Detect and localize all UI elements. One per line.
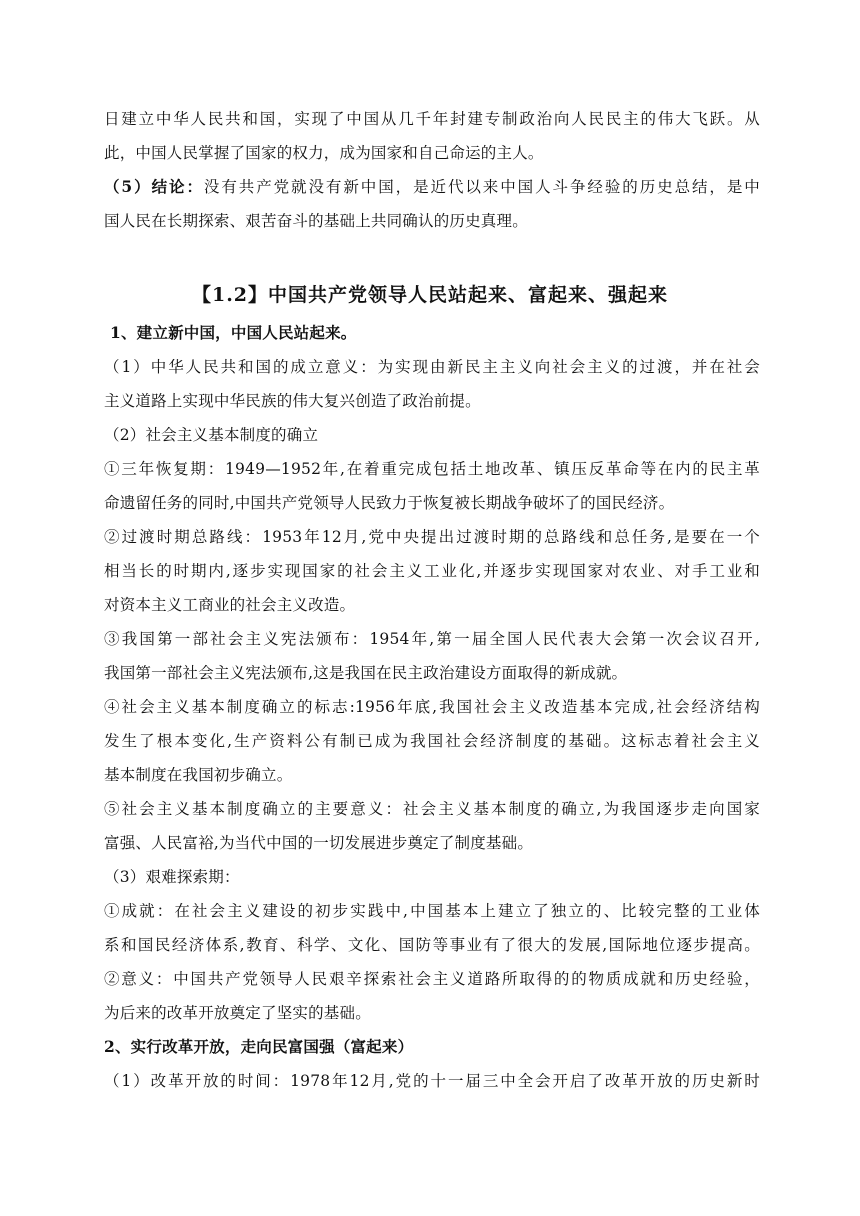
intro-line-2: 此，中国人民掌握了国家的权力，成为国家和自己命运的主人。 [104, 144, 544, 162]
item1-line-1: ①三年恢复期：1949—1952年,在着重完成包括土地改革、镇压反革命等在内的民主革 [104, 460, 760, 478]
p1-line-2: 主义道路上实现中华民族的伟大复兴创造了政治前提。 [104, 392, 481, 410]
item3-line-1: ③我国第一部社会主义宪法颁布：1954年,第一届全国人民代表大会第一次会议召开, [104, 630, 760, 648]
p2-heading: （2）社会主义基本制度的确立 [104, 426, 319, 444]
conclusion-text: 没有共产党就没有新中国，是近代以来中国人斗争经验的历史总结，是中 [203, 178, 760, 196]
item2-line-2: 相当长的时期内,逐步实现国家的社会主义工业化,并逐步实现国家对农业、对手工业和 [104, 562, 760, 580]
achievement-line-2: 系和国民经济体系,教育、科学、文化、国防等事业有了很大的发展,国际地位逐步提高。 [104, 936, 760, 954]
item2-line-1: ②过渡时期总路线：1953年12月,党中央提出过渡时期的总路线和总任务,是要在一个 [104, 528, 760, 546]
intro-line-1: 日建立中华人民共和国，实现了中国从几千年封建专制政治向人民民主的伟大飞跃。从 [104, 110, 760, 128]
item2-line-3: 对资本主义工商业的社会主义改造。 [104, 596, 356, 614]
item4-line-2: 发生了根本变化,生产资料公有制已成为我国社会经济制度的基础。这标志着社会主义 [104, 732, 760, 750]
heading-1: 1、建立新中国，中国人民站起来。 [110, 323, 357, 342]
item4-line-1: ④社会主义基本制度确立的标志:1956年底,我国社会主义改造基本完成,社会经济结构 [104, 698, 760, 716]
item1-line-2: 命遗留任务的同时,中国共产党领导人民致力于恢复被长期战争破坏了的国民经济。 [104, 494, 675, 512]
p3-heading: （3）艰难探索期： [104, 868, 240, 886]
significance-line-1: ②意义：中国共产党领导人民艰辛探索社会主义道路所取得的的物质成就和历史经验， [104, 970, 760, 988]
significance-line-2: 为后来的改革开放奠定了坚实的基础。 [104, 1004, 371, 1022]
achievement-line-1: ①成就：在社会主义建设的初步实践中,中国基本上建立了独立的、比较完整的工业体 [104, 902, 760, 920]
item4-line-3: 基本制度在我国初步确立。 [104, 766, 293, 784]
conclusion-label: （5）结论： [104, 177, 204, 196]
p1-line-1: （1）中华人民共和国的成立意义：为实现由新民主主义向社会主义的过渡，并在社会 [104, 358, 760, 376]
conclusion-line-2: 国人民在长期探索、艰苦奋斗的基础上共同确认的历史真理。 [104, 212, 528, 230]
item5-line-2: 富强、人民富裕,为当代中国的一切发展进步奠定了制度基础。 [104, 834, 534, 852]
heading-2: 2、实行改革开放，走向民富国强（富起来） [104, 1037, 414, 1056]
reform-line: （1）改革开放的时间：1978年12月,党的十一届三中全会开启了改革开放的历史新时 [104, 1072, 760, 1090]
item3-line-2: 我国第一部社会主义宪法颁布,这是我国在民主政治建设方面取得的新成就。 [104, 664, 628, 682]
section-title: 【1.2】中国共产党领导人民站起来、富起来、强起来 [191, 284, 669, 306]
conclusion-line-1 [104, 176, 760, 198]
item5-line-1: ⑤社会主义基本制度确立的主要意义：社会主义基本制度的确立,为我国逐步走向国家 [104, 800, 760, 818]
